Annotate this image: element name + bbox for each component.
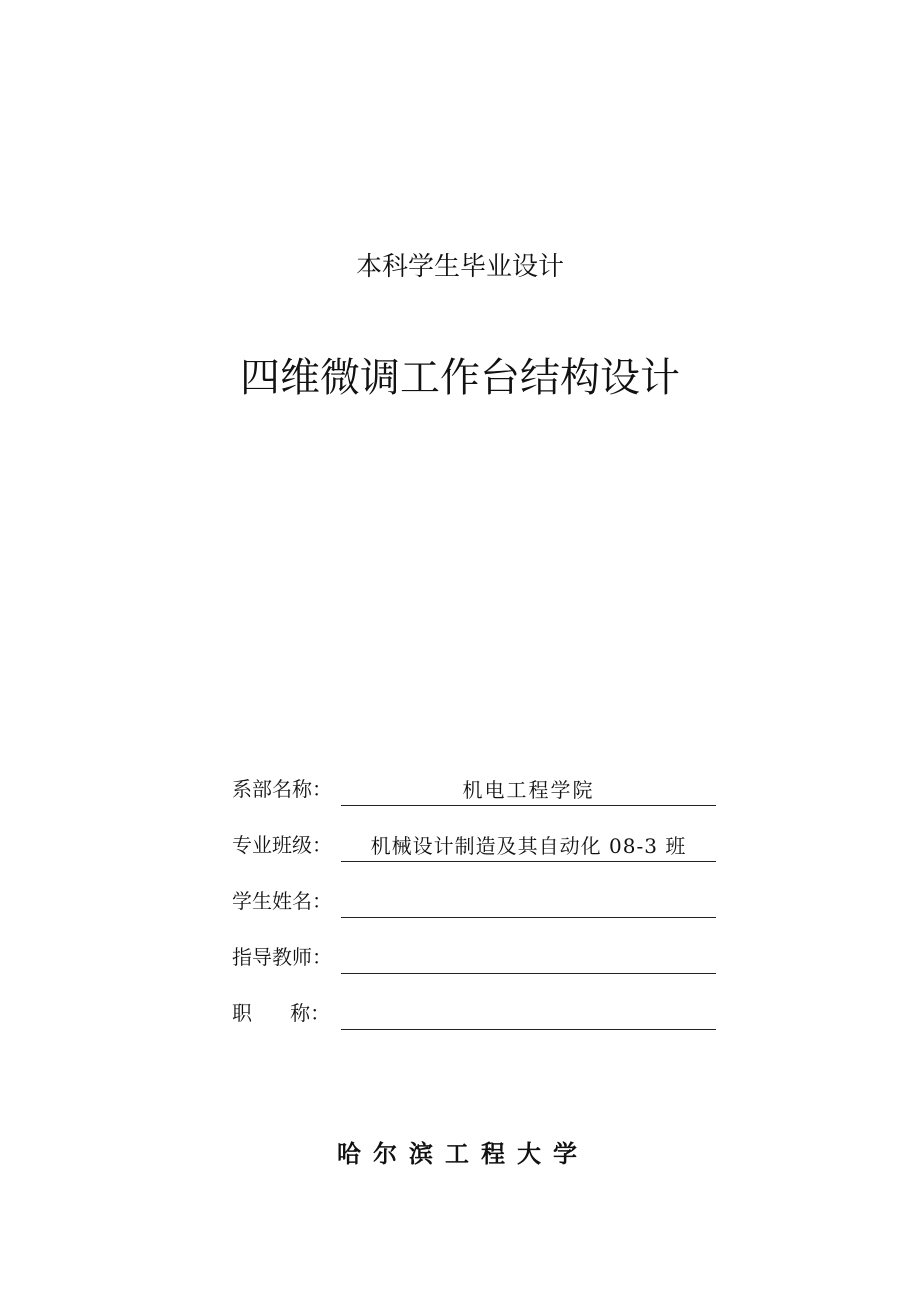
field-line-major-class [341, 831, 716, 862]
field-line-advisor [341, 943, 716, 974]
university-name: 哈尔滨工程大学 [337, 1140, 589, 1168]
document-type-heading: 本科学生毕业设计 [355, 252, 564, 282]
field-line-title-rank [341, 999, 716, 1030]
field-value-department: 机电工程学院 [462, 778, 595, 802]
field-title-rank [232, 990, 716, 1030]
field-student-name [232, 878, 716, 918]
field-label-major-class: 专业班级： [232, 833, 332, 857]
field-major-class [232, 822, 716, 862]
thesis-title: 四维微调工作台结构设计 [240, 355, 680, 401]
field-department [232, 766, 716, 806]
field-advisor [232, 934, 716, 974]
field-label-student-name: 学生姓名： [232, 889, 332, 913]
field-value-major-class: 机械设计制造及其自动化 08-3 班 [370, 834, 687, 858]
field-label-department: 系部名称： [232, 777, 332, 801]
field-line-department [341, 775, 716, 806]
field-label-title-rank: 职 称： [232, 1001, 331, 1025]
field-line-student-name [341, 887, 716, 918]
field-label-advisor: 指导教师： [232, 945, 332, 969]
